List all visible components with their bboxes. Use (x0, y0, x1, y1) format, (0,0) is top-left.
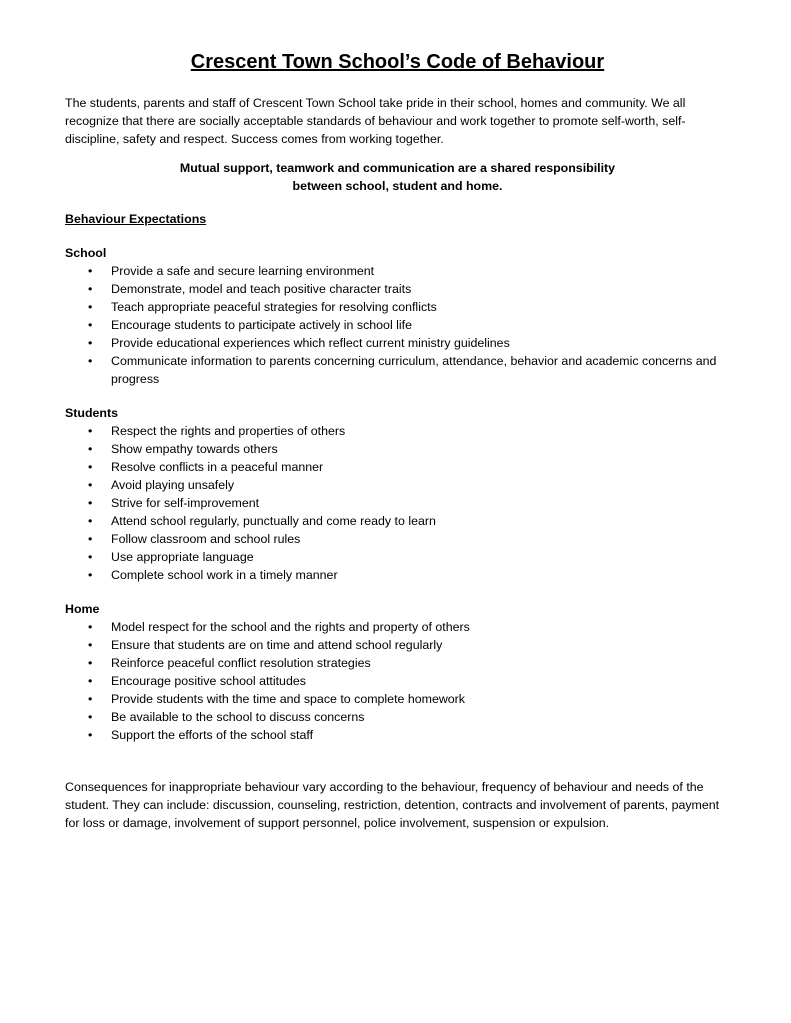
list-item-text: Reinforce peaceful conflict resolution strategies (111, 656, 371, 670)
list-item-text: Provide educational experiences which reflect current ministry guidelines (111, 336, 510, 350)
list-item (65, 298, 730, 316)
motto-line-2: between school, student and home. (292, 179, 503, 193)
list-item (65, 316, 730, 334)
intro-paragraph: The students, parents and staff of Crescent Town School take pride in their school, homes and community. We all recognize that there are socially acceptable standards of behaviour and work together to promote self-worth, self-discipline, safety and respect. Success comes from working together. (65, 96, 686, 146)
list-item (65, 334, 730, 352)
list-item (65, 690, 730, 708)
list-item (65, 458, 730, 476)
list-item-text: Complete school work in a timely manner (111, 568, 338, 582)
bullet-icon: • (88, 514, 93, 528)
list-item (65, 280, 730, 298)
school-section (65, 244, 730, 388)
motto-statement (65, 159, 730, 195)
list-item-text: Communicate information to parents concerning curriculum, attendance, behavior and academic concerns and progress (111, 354, 717, 386)
consequences-paragraph: Consequences for inappropriate behaviour vary according to the behaviour, frequency of behaviour and needs of the student. They can include: discussion, counseling, restriction, detention, contracts and involvement of parents, payment for loss or damage, involvement of support personnel, police involvement, suspension or expulsion. (65, 780, 720, 830)
list-item (65, 352, 730, 388)
list-item-text: Respect the rights and properties of others (111, 424, 346, 438)
bullet-icon: • (88, 460, 93, 474)
document-title: Crescent Town School’s Code of Behaviour (190, 51, 605, 73)
behaviour-expectations-heading: Behaviour Expectations (65, 212, 207, 226)
school-list (65, 262, 730, 388)
list-item (65, 636, 730, 654)
list-item (65, 530, 730, 548)
bullet-icon: • (88, 568, 93, 582)
list-item (65, 262, 730, 280)
bullet-icon: • (88, 442, 93, 456)
list-item-text: Be available to the school to discuss concerns (111, 710, 365, 724)
list-item-text: Avoid playing unsafely (111, 478, 235, 492)
bullet-icon: • (88, 532, 93, 546)
list-item-text: Resolve conflicts in a peaceful manner (111, 460, 324, 474)
bullet-icon: • (88, 478, 93, 492)
list-item (65, 548, 730, 566)
bullet-icon: • (88, 354, 93, 368)
list-item-text: Support the efforts of the school staff (111, 728, 314, 742)
bullet-icon: • (88, 336, 93, 350)
bullet-icon: • (88, 300, 93, 314)
bullet-icon: • (88, 318, 93, 332)
bullet-icon: • (88, 674, 93, 688)
bullet-icon: • (88, 710, 93, 724)
list-item-text: Strive for self-improvement (111, 496, 260, 510)
list-item-text: Teach appropriate peaceful strategies for resolving conflicts (111, 300, 437, 314)
bullet-icon: • (88, 550, 93, 564)
bullet-icon: • (88, 620, 93, 634)
list-item (65, 440, 730, 458)
list-item (65, 654, 730, 672)
motto-line-1: Mutual support, teamwork and communication are a shared responsibility (179, 161, 616, 175)
document-page (65, 48, 730, 832)
list-item (65, 726, 730, 744)
list-item-text: Provide a safe and secure learning environment (111, 264, 375, 278)
list-item-text: Attend school regularly, punctually and come ready to learn (111, 514, 436, 528)
students-heading: Students (65, 406, 119, 420)
list-item (65, 672, 730, 690)
students-section (65, 404, 730, 584)
list-item-text: Show empathy towards others (111, 442, 278, 456)
bullet-icon: • (88, 638, 93, 652)
list-item-text: Encourage students to participate actively in school life (111, 318, 412, 332)
bullet-icon: • (88, 424, 93, 438)
bullet-icon: • (88, 692, 93, 706)
list-item-text: Follow classroom and school rules (111, 532, 301, 546)
list-item-text: Provide students with the time and space to complete homework (111, 692, 466, 706)
school-heading: School (65, 246, 107, 260)
bullet-icon: • (88, 656, 93, 670)
bullet-icon: • (88, 728, 93, 742)
list-item (65, 566, 730, 584)
bullet-icon: • (88, 282, 93, 296)
home-list (65, 618, 730, 744)
list-item (65, 512, 730, 530)
list-item (65, 618, 730, 636)
list-item (65, 494, 730, 512)
list-item-text: Ensure that students are on time and attend school regularly (111, 638, 443, 652)
list-item-text: Use appropriate language (111, 550, 254, 564)
bullet-icon: • (88, 264, 93, 278)
bullet-icon: • (88, 496, 93, 510)
list-item-text: Demonstrate, model and teach positive character traits (111, 282, 412, 296)
list-item-text: Encourage positive school attitudes (111, 674, 306, 688)
list-item-text: Model respect for the school and the rights and property of others (111, 620, 470, 634)
list-item (65, 476, 730, 494)
home-section (65, 600, 730, 744)
list-item (65, 708, 730, 726)
list-item (65, 422, 730, 440)
students-list (65, 422, 730, 584)
home-heading: Home (65, 602, 100, 616)
